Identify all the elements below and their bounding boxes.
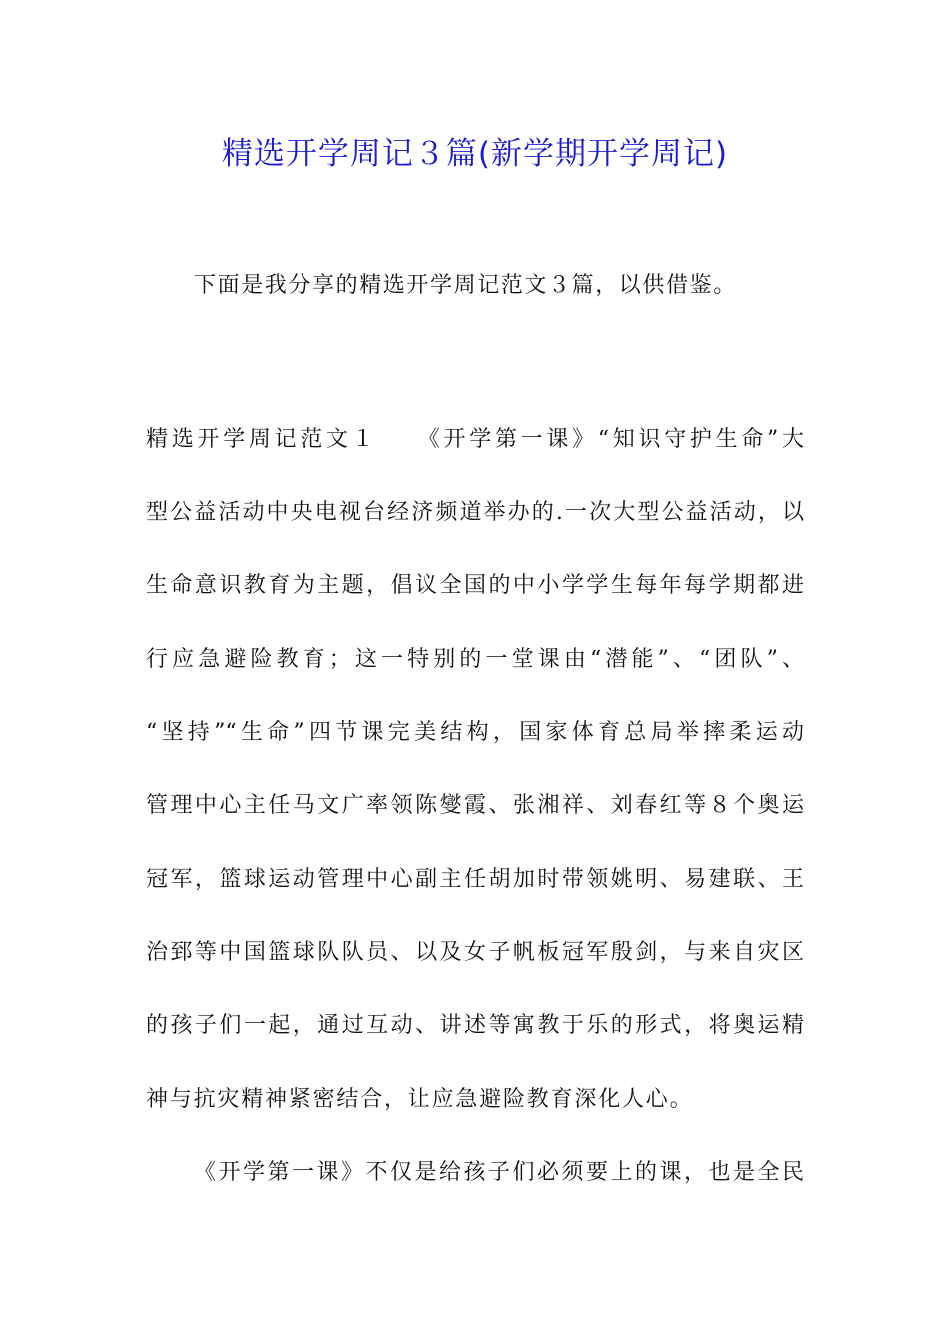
intro-paragraph: 下面是我分享的精选开学周记范文３篇，以供借鉴。 [194,273,737,298]
body-line: 治郅等中国篮球队队员、以及女子帆板冠军殷剑，与来自灾区 [146,940,804,965]
body-line: 生命意识教育为主题，倡议全国的中小学学生每年每学期都进 [146,573,804,598]
body-line: 冠军，篮球运动管理中心副主任胡加时带领姚明、易建联、王 [146,867,804,892]
document-title: 精选开学周记３篇(新学期开学周记) [221,136,729,172]
body-line: “坚持”“生命”四节课完美结构，国家体育总局举摔柔运动 [146,720,804,745]
body-line: 神与抗灾精神紧密结合，让应急避险教育深化人心。 [146,1087,694,1112]
body-line: 《开学第一课》不仅是给孩子们必须要上的课，也是全民 [194,1160,804,1185]
body-line: 的孩子们一起，通过互动、讲述等寓教于乐的形式，将奥运精 [146,1013,804,1038]
body-line: 管理中心主任马文广率领陈燮霞、张湘祥、刘春红等８个奥运 [146,793,804,818]
body-line: 型公益活动中央电视台经济频道举办的.一次大型公益活动，以 [146,500,804,525]
body-line: 精选开学周记范文１ 《开学第一课》“知识守护生命”大 [146,427,804,452]
body-line: 行应急避险教育；这一特别的一堂课由“潜能”、“团队”、 [146,647,804,672]
